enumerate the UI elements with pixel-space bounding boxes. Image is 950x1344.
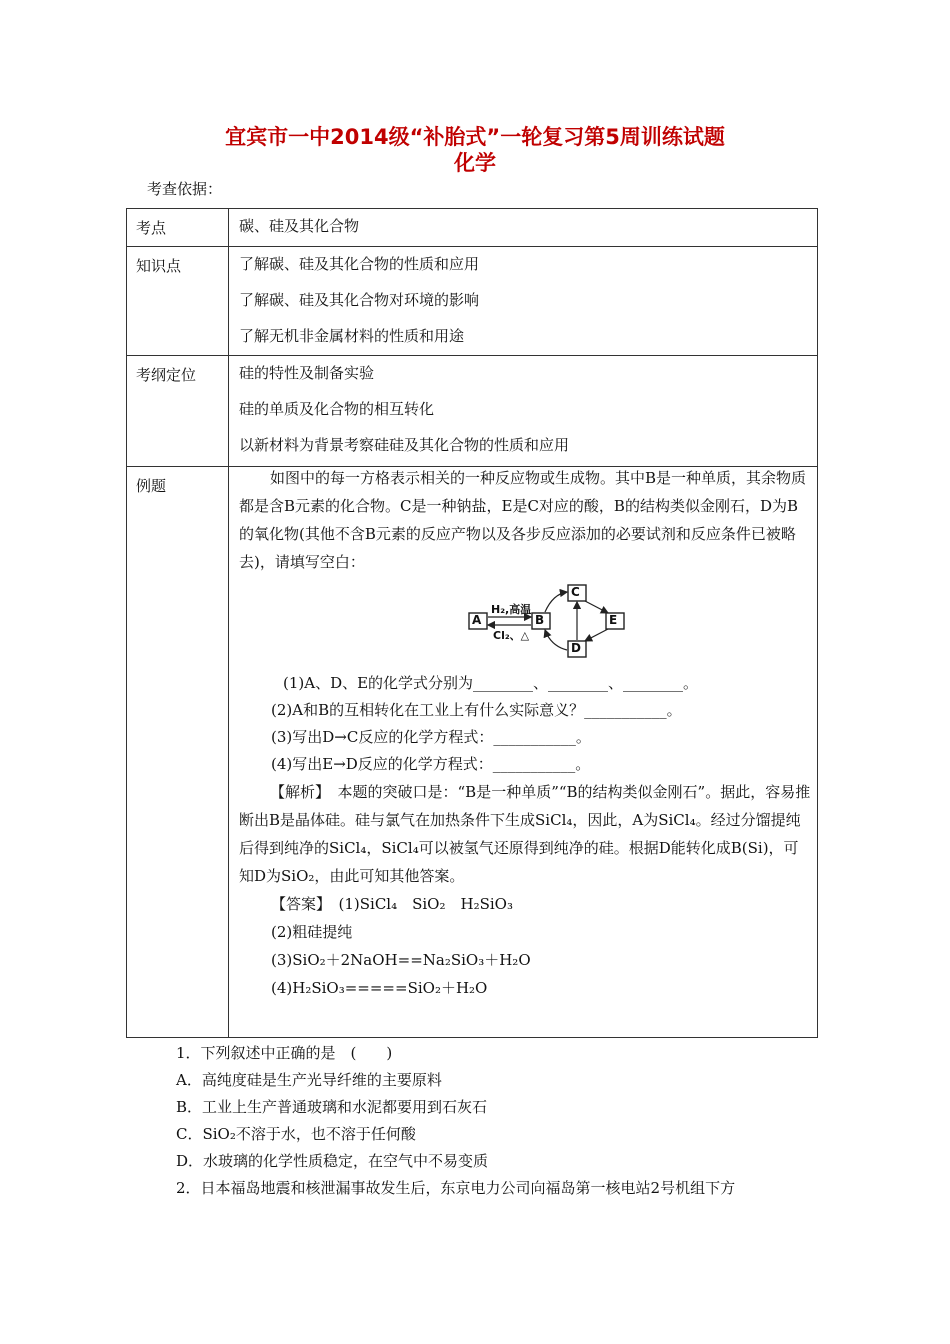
doc-subject: 化学 — [454, 151, 496, 175]
arrow-e-to-d — [585, 629, 608, 641]
condition-top: H₂,高温 — [491, 603, 532, 616]
row-line: 碳、硅及其化合物 — [239, 217, 360, 235]
row-content — [229, 356, 818, 467]
answer-line: (4)H₂SiO₃=====SiO₂＋H₂O — [271, 979, 488, 997]
table-row — [127, 467, 818, 1038]
table-row — [127, 356, 818, 467]
question-stem: 2．日本福岛地震和核泄漏事故发生后，东京电力公司向福岛第一核电站2号机组下方 — [176, 1179, 736, 1197]
analysis-text: 【解析】 本题的突破口是：“B是一种单质”“B的结构类似金刚石”。据此，容易推断出B是晶体硅。硅与氯气在加热条件下生成SiCl₄，因此，A为SiCl₄。经过分馏提纯后得到纯净的SiCl₄，SiCl₄可以被氢气还原得到纯净的硅。根据D能转化成B(Si)，可知D为SiO₂，由此可知其他答案。 — [239, 783, 811, 885]
reaction-diagram — [461, 582, 636, 664]
option-d: D．水玻璃的化学性质稳定，在空气中不易变质 — [176, 1152, 489, 1170]
table-row — [127, 247, 818, 356]
node-b-label: B — [535, 613, 545, 627]
option-b: B．工业上生产普通玻璃和水泥都要用到石灰石 — [176, 1098, 488, 1116]
answer-line: (2)粗硅提纯 — [271, 923, 353, 941]
row-line: 了解碳、硅及其化合物对环境的影响 — [239, 291, 480, 309]
row-line: 了解无机非金属材料的性质和用途 — [239, 327, 465, 345]
example-problem: 如图中的每一方格表示相关的一种反应物或生成物。其中B是一种单质，其余物质都是含B元素的化合物。C是一种钠盐，E是C对应的酸，B的结构类似金刚石，D为B的氧化物(其他不含B元素的反应产物以及各步反应添加的必要试剂和反应条件已被略去)，请填写空白： — [239, 469, 807, 571]
option-c: C．SiO₂不溶于水，也不溶于任何酸 — [176, 1125, 416, 1143]
arrow-d-to-b — [545, 630, 567, 650]
row-line: 以新材料为背景考察硅硅及其化合物的性质和应用 — [239, 436, 570, 454]
option-a: A．高纯度硅是生产光导纤维的主要原料 — [176, 1071, 442, 1089]
arrow-b-to-c — [545, 592, 567, 612]
doc-title: 宜宾市一中2014级“补胎式”一轮复习第5周训练试题 — [225, 125, 725, 149]
row-label: 知识点 — [127, 247, 229, 356]
row-content — [229, 247, 818, 356]
row-line: 硅的单质及化合物的相互转化 — [239, 400, 435, 418]
row-content — [229, 209, 818, 247]
basis-label: 考查依据： — [147, 180, 223, 198]
arrow-c-to-e — [585, 601, 608, 613]
question-line: (4)写出E→D反应的化学方程式：___________。 — [271, 755, 591, 773]
node-e-label: E — [609, 613, 618, 627]
question-stem: 1．下列叙述中正确的是 ( ) — [176, 1044, 393, 1062]
question-line: (2)A和B的互相转化在工业上有什么实际意义？___________。 — [271, 701, 682, 719]
row-label: 例题 — [127, 467, 229, 1038]
example-content — [229, 467, 818, 1038]
node-a-label: A — [472, 613, 482, 627]
node-d-label: D — [571, 641, 581, 655]
node-c-label: C — [571, 585, 580, 599]
row-label: 考点 — [127, 209, 229, 247]
answer-line: 【答案】 (1)SiCl₄ SiO₂ H₂SiO₃ — [271, 895, 513, 913]
question-line: (3)写出D→C反应的化学方程式：___________。 — [271, 728, 591, 746]
row-line: 硅的特性及制备实验 — [239, 364, 375, 382]
row-label: 考纲定位 — [127, 356, 229, 467]
basis-table — [126, 208, 818, 1038]
row-line: 了解碳、硅及其化合物的性质和应用 — [239, 255, 480, 273]
question-list — [176, 1040, 836, 1202]
question-line: (1)A、D、E的化学式分别为________、________、________。 — [283, 674, 699, 692]
condition-bottom: Cl₂、△ — [493, 629, 530, 642]
table-row — [127, 209, 818, 247]
answer-line: (3)SiO₂＋2NaOH==Na₂SiO₃＋H₂O — [271, 951, 531, 969]
